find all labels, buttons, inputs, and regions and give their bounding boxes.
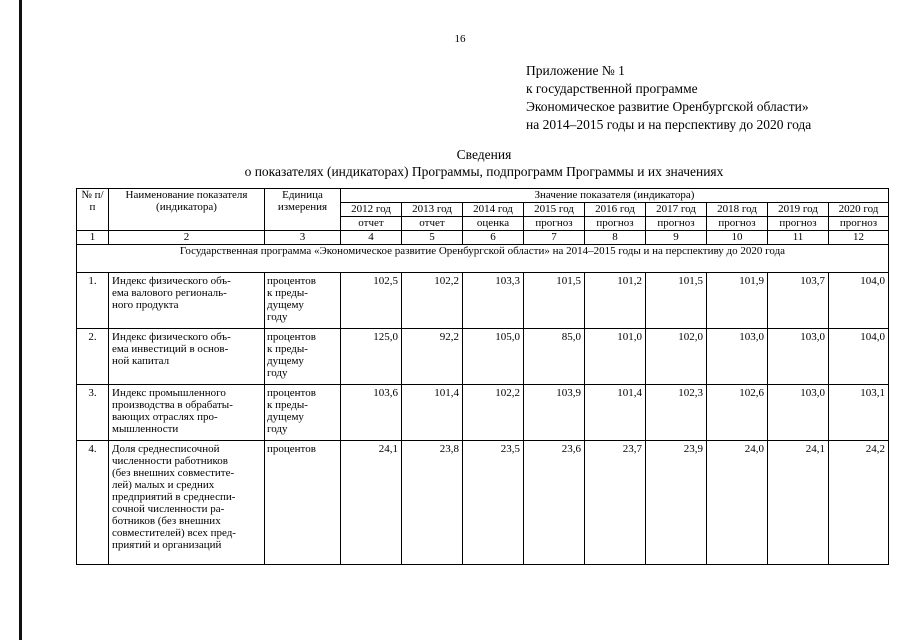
indicator-name: Индекс физического объ- ема инвестиций в основ- ной капитал bbox=[109, 329, 265, 385]
status-header: прогноз bbox=[768, 217, 829, 231]
value-cell: 23,5 bbox=[463, 441, 524, 565]
header-name: Наименование показателя (индикатора) bbox=[109, 189, 265, 231]
header-unit: Единица измерения bbox=[265, 189, 341, 231]
value-cell: 105,0 bbox=[463, 329, 524, 385]
appendix-line: Экономическое развитие Оренбургской области» bbox=[526, 99, 809, 114]
indicator-name: Доля среднесписочной численности работников (без внешних совместите- лей) малых и средних предприятий в среднеспи- сочной численности ра- ботников (без внешних совместителей) всех пред- приятий и организаций bbox=[109, 441, 265, 565]
year-header: 2013 год bbox=[402, 203, 463, 217]
row-number: 3. bbox=[77, 385, 109, 441]
value-cell: 103,0 bbox=[707, 329, 768, 385]
column-number: 12 bbox=[829, 231, 889, 245]
row-number: 2. bbox=[77, 329, 109, 385]
year-header: 2016 год bbox=[585, 203, 646, 217]
table-row bbox=[77, 441, 889, 565]
value-cell: 103,0 bbox=[768, 329, 829, 385]
value-cell: 23,9 bbox=[646, 441, 707, 565]
value-cell: 101,9 bbox=[707, 273, 768, 329]
status-header: прогноз bbox=[829, 217, 889, 231]
value-cell: 23,8 bbox=[402, 441, 463, 565]
year-header: 2012 год bbox=[341, 203, 402, 217]
page-number: 16 bbox=[454, 33, 466, 45]
value-cell: 125,0 bbox=[341, 329, 402, 385]
value-cell: 24,1 bbox=[341, 441, 402, 565]
status-header: прогноз bbox=[646, 217, 707, 231]
document-title bbox=[0, 146, 905, 180]
year-header: 2015 год bbox=[524, 203, 585, 217]
indicator-name: Индекс промышленного производства в обрабаты- вающих отраслях про- мышленности bbox=[109, 385, 265, 441]
value-cell: 24,0 bbox=[707, 441, 768, 565]
year-header: 2014 год bbox=[463, 203, 524, 217]
status-header: прогноз bbox=[585, 217, 646, 231]
value-cell: 23,6 bbox=[524, 441, 585, 565]
value-cell: 104,0 bbox=[829, 329, 889, 385]
column-number: 1 bbox=[77, 231, 109, 245]
column-numbers-row bbox=[77, 231, 889, 245]
unit-cell: процентов к преды- дущему году bbox=[265, 385, 341, 441]
status-header: отчет bbox=[341, 217, 402, 231]
value-cell: 103,1 bbox=[829, 385, 889, 441]
year-header: 2018 год bbox=[707, 203, 768, 217]
value-cell: 101,4 bbox=[585, 385, 646, 441]
value-cell: 103,6 bbox=[341, 385, 402, 441]
value-cell: 101,2 bbox=[585, 273, 646, 329]
value-cell: 102,6 bbox=[707, 385, 768, 441]
column-number: 3 bbox=[265, 231, 341, 245]
column-number: 6 bbox=[463, 231, 524, 245]
unit-cell: процентов к преды- дущему году bbox=[265, 273, 341, 329]
value-cell: 101,5 bbox=[524, 273, 585, 329]
column-number: 4 bbox=[341, 231, 402, 245]
table-row bbox=[77, 273, 889, 329]
status-header: прогноз bbox=[707, 217, 768, 231]
unit-cell: процентов к преды- дущему году bbox=[265, 329, 341, 385]
appendix-line: к государственной программе bbox=[526, 81, 698, 96]
column-number: 5 bbox=[402, 231, 463, 245]
year-header: 2017 год bbox=[646, 203, 707, 217]
value-cell: 103,3 bbox=[463, 273, 524, 329]
table-row bbox=[77, 329, 889, 385]
value-cell: 23,7 bbox=[585, 441, 646, 565]
appendix-line: Приложение № 1 bbox=[526, 63, 625, 78]
title-line: о показателях (индикаторах) Программы, подпрограмм Программы и их значениях bbox=[244, 164, 724, 179]
column-number: 11 bbox=[768, 231, 829, 245]
scan-edge-bar bbox=[19, 0, 22, 640]
unit-cell: процентов bbox=[265, 441, 341, 565]
column-number: 10 bbox=[707, 231, 768, 245]
column-number: 9 bbox=[646, 231, 707, 245]
value-cell: 85,0 bbox=[524, 329, 585, 385]
value-cell: 102,0 bbox=[646, 329, 707, 385]
value-cell: 102,5 bbox=[341, 273, 402, 329]
status-header: оценка bbox=[463, 217, 524, 231]
year-header: 2019 год bbox=[768, 203, 829, 217]
indicator-name: Индекс физического объ- ема валового региональ- ного продукта bbox=[109, 273, 265, 329]
value-cell: 103,7 bbox=[768, 273, 829, 329]
value-cell: 101,4 bbox=[402, 385, 463, 441]
value-cell: 92,2 bbox=[402, 329, 463, 385]
value-cell: 24,2 bbox=[829, 441, 889, 565]
value-cell: 102,3 bbox=[646, 385, 707, 441]
value-cell: 102,2 bbox=[402, 273, 463, 329]
appendix-block bbox=[526, 62, 811, 134]
header-num: № п/п bbox=[77, 189, 109, 231]
table-row bbox=[77, 385, 889, 441]
status-header: отчет bbox=[402, 217, 463, 231]
column-number: 8 bbox=[585, 231, 646, 245]
value-cell: 101,5 bbox=[646, 273, 707, 329]
indicators-table bbox=[76, 188, 889, 565]
value-cell: 102,2 bbox=[463, 385, 524, 441]
year-header: 2020 год bbox=[829, 203, 889, 217]
column-number: 7 bbox=[524, 231, 585, 245]
value-cell: 24,1 bbox=[768, 441, 829, 565]
status-header: прогноз bbox=[524, 217, 585, 231]
row-number: 4. bbox=[77, 441, 109, 565]
appendix-line: на 2014–2015 годы и на перспективу до 2020 года bbox=[526, 117, 812, 132]
title-line: Сведения bbox=[456, 147, 512, 162]
value-cell: 103,0 bbox=[768, 385, 829, 441]
column-number: 2 bbox=[109, 231, 265, 245]
value-cell: 101,0 bbox=[585, 329, 646, 385]
section-title: Государственная программа «Экономическое развитие Оренбургской области» на 2014–2015 годы и на перспективу до 2020 года bbox=[77, 245, 889, 273]
value-cell: 103,9 bbox=[524, 385, 585, 441]
value-cell: 104,0 bbox=[829, 273, 889, 329]
header-value-group: Значение показателя (индикатора) bbox=[341, 189, 889, 203]
row-number: 1. bbox=[77, 273, 109, 329]
